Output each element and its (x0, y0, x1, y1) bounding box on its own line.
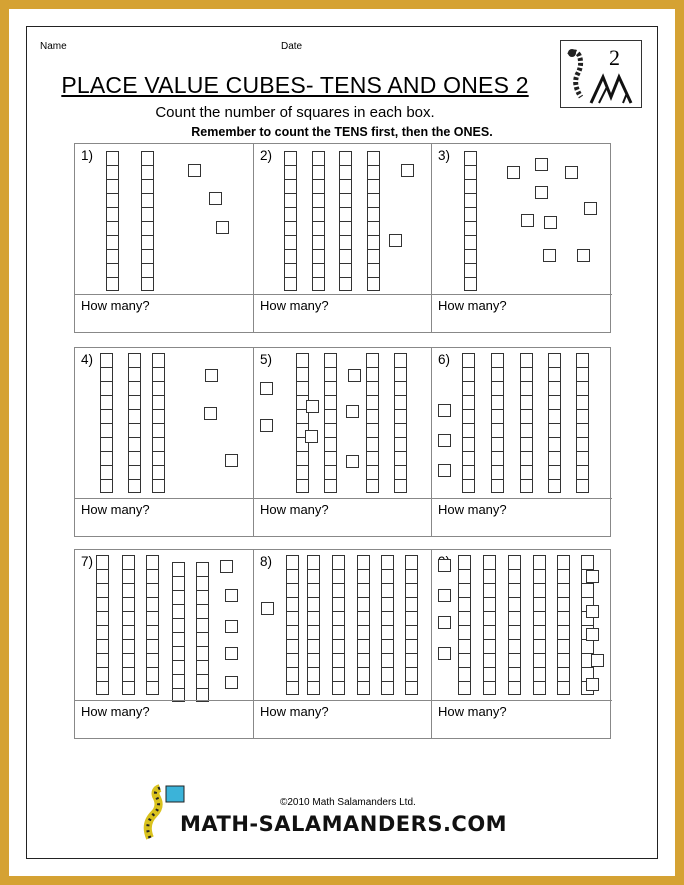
ones-cube (225, 647, 238, 660)
ones-cube (188, 164, 201, 177)
tens-rod (357, 555, 370, 695)
tens-rod (394, 353, 407, 493)
tens-rod (141, 151, 154, 291)
ones-cube (260, 382, 273, 395)
tens-rod (491, 353, 504, 493)
how-many-prompt: How many? (438, 502, 507, 517)
ones-cube (507, 166, 520, 179)
tens-rod (508, 555, 521, 695)
tens-rod (196, 562, 209, 702)
problem-number: 6) (438, 352, 451, 367)
ones-cube (577, 249, 590, 262)
ones-cube (586, 605, 599, 618)
answer-area[interactable] (254, 498, 431, 537)
tens-rod (128, 353, 141, 493)
answer-area[interactable] (432, 700, 612, 739)
ones-cube (205, 369, 218, 382)
level-number: 2 (609, 45, 620, 70)
tens-rod (296, 353, 309, 493)
ones-cube (591, 654, 604, 667)
problem-number: 3) (438, 148, 451, 163)
tens-rod (172, 562, 185, 702)
tens-rod (483, 555, 496, 695)
problem-box (75, 550, 254, 738)
ones-cube (586, 570, 599, 583)
ones-cube (305, 430, 318, 443)
problem-box (75, 348, 254, 536)
tens-rod (96, 555, 109, 695)
ones-cube (544, 216, 557, 229)
answer-area[interactable] (75, 294, 253, 333)
subtitle: Count the number of squares in each box. (155, 104, 435, 121)
tens-rod (146, 555, 159, 695)
ones-cube (586, 628, 599, 641)
how-many-prompt: How many? (260, 298, 329, 313)
tens-rod (106, 151, 119, 291)
problem-row (74, 143, 611, 333)
problem-box (254, 144, 432, 332)
ones-cube (225, 589, 238, 602)
answer-area[interactable] (432, 498, 612, 537)
problem-box (75, 144, 254, 332)
tens-rod (405, 555, 418, 695)
tens-rod (284, 151, 297, 291)
ones-cube (261, 602, 274, 615)
ones-cube (225, 620, 238, 633)
tens-rod (339, 151, 352, 291)
tens-rod (366, 353, 379, 493)
how-many-prompt: How many? (81, 298, 150, 313)
page-title: PLACE VALUE CUBES- TENS AND ONES 2 (61, 72, 529, 98)
ones-cube (260, 419, 273, 432)
ones-cube (438, 404, 451, 417)
tens-rod (324, 353, 337, 493)
ones-cube (348, 369, 361, 382)
how-many-prompt: How many? (260, 704, 329, 719)
ones-cube (438, 434, 451, 447)
problem-row (74, 549, 611, 739)
tens-rod (520, 353, 533, 493)
ones-cube (401, 164, 414, 177)
how-many-prompt: How many? (81, 704, 150, 719)
ones-cube (438, 464, 451, 477)
ones-cube (346, 455, 359, 468)
ones-cube (438, 647, 451, 660)
ones-cube (216, 221, 229, 234)
ones-cube (543, 249, 556, 262)
problem-number: 4) (81, 352, 94, 367)
copyright: ©2010 Math Salamanders Ltd. (280, 797, 416, 808)
tens-rod (462, 353, 475, 493)
tens-rod (332, 555, 345, 695)
ones-cube (521, 214, 534, 227)
how-many-prompt: How many? (260, 502, 329, 517)
name-label: Name (40, 41, 67, 52)
tens-rod (557, 555, 570, 695)
ones-cube (438, 559, 451, 572)
ones-cube (204, 407, 217, 420)
answer-area[interactable] (75, 700, 253, 739)
problem-box (432, 144, 612, 332)
tens-rod (533, 555, 546, 695)
problem-number: 5) (260, 352, 273, 367)
answer-area[interactable] (75, 498, 253, 537)
ones-cube (438, 589, 451, 602)
answer-area[interactable] (432, 294, 612, 333)
ones-cube (535, 186, 548, 199)
answer-area[interactable] (254, 700, 431, 739)
ones-cube (225, 454, 238, 467)
how-many-prompt: How many? (438, 704, 507, 719)
problem-number: 8) (260, 554, 273, 569)
tens-rod (576, 353, 589, 493)
tens-rod (464, 151, 477, 291)
ones-cube (220, 560, 233, 573)
tens-rod (458, 555, 471, 695)
ones-cube (346, 405, 359, 418)
tens-rod (381, 555, 394, 695)
problem-number: 2) (260, 148, 273, 163)
tens-rod (367, 151, 380, 291)
how-many-prompt: How many? (81, 502, 150, 517)
ones-cube (389, 234, 402, 247)
ones-cube (535, 158, 548, 171)
problem-box (254, 348, 432, 536)
problem-number: 7) (81, 554, 94, 569)
ones-cube (584, 202, 597, 215)
ones-cube (565, 166, 578, 179)
problem-box (432, 348, 612, 536)
brand-wordmark: MATH-SALAMANDERS.COM (180, 812, 508, 836)
tens-rod (312, 151, 325, 291)
tens-rod (152, 353, 165, 493)
how-many-prompt: How many? (438, 298, 507, 313)
answer-area[interactable] (254, 294, 431, 333)
problem-row (74, 347, 611, 537)
problem-box (254, 550, 432, 738)
tens-rod (307, 555, 320, 695)
tens-rod (548, 353, 561, 493)
ones-cube (586, 678, 599, 691)
problem-number: 1) (81, 148, 94, 163)
ones-cube (225, 676, 238, 689)
tens-rod (286, 555, 299, 695)
instruction: Remember to count the TENS first, then the ONES. (191, 125, 493, 139)
tens-rod (100, 353, 113, 493)
problem-box (432, 550, 612, 738)
ones-cube (438, 616, 451, 629)
date-label: Date (281, 41, 303, 52)
tens-rod (122, 555, 135, 695)
ones-cube (209, 192, 222, 205)
ones-cube (306, 400, 319, 413)
